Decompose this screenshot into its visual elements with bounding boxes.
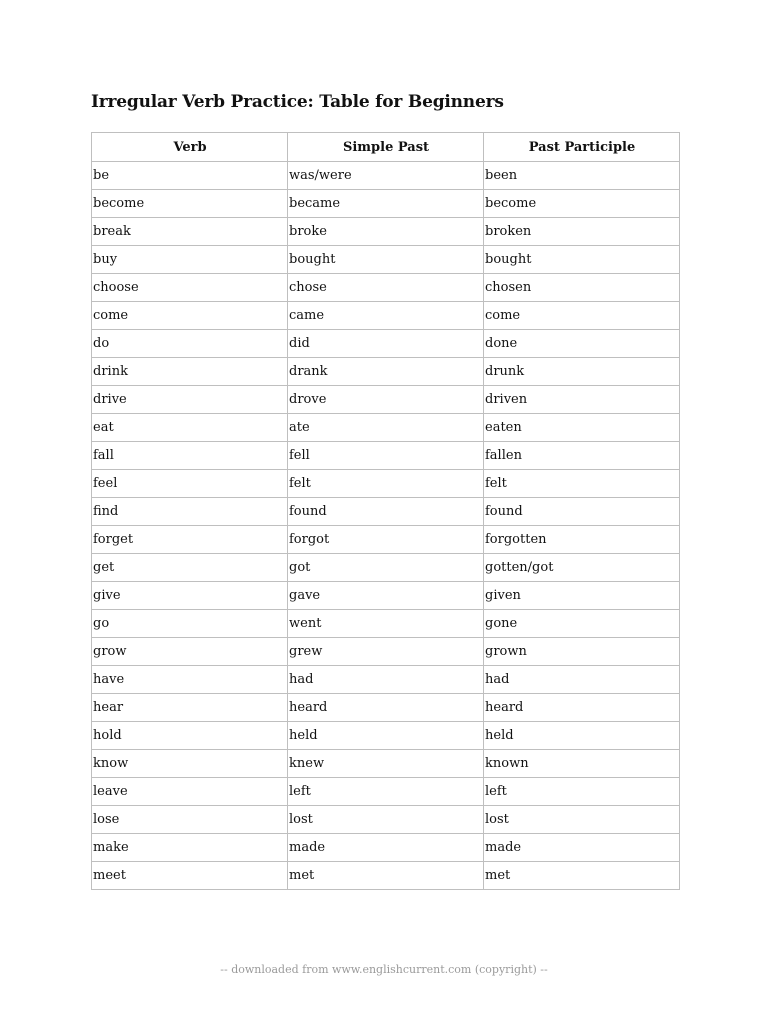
verb-cell: choose	[92, 274, 288, 302]
verb-cell: forget	[92, 526, 288, 554]
past-participle-cell: been	[484, 162, 680, 190]
simple-past-cell: fell	[288, 442, 484, 470]
table-row	[92, 358, 680, 386]
table-row	[92, 750, 680, 778]
header-simple-past: Simple Past	[288, 133, 484, 162]
table-row	[92, 694, 680, 722]
past-participle-cell: had	[484, 666, 680, 694]
verb-cell: buy	[92, 246, 288, 274]
verb-cell: have	[92, 666, 288, 694]
past-participle-cell: held	[484, 722, 680, 750]
simple-past-cell: made	[288, 834, 484, 862]
simple-past-cell: broke	[288, 218, 484, 246]
footer-note: -- downloaded from www.englishcurrent.com (copyright) --	[220, 963, 548, 976]
table-header	[92, 133, 680, 162]
past-participle-cell: forgotten	[484, 526, 680, 554]
verb-cell: give	[92, 582, 288, 610]
table-row	[92, 414, 680, 442]
simple-past-cell: found	[288, 498, 484, 526]
past-participle-cell: bought	[484, 246, 680, 274]
page-title: Irregular Verb Practice: Table for Beginners	[91, 92, 504, 112]
verb-cell: drive	[92, 386, 288, 414]
verb-cell: become	[92, 190, 288, 218]
table-row	[92, 806, 680, 834]
past-participle-cell: left	[484, 778, 680, 806]
simple-past-cell: held	[288, 722, 484, 750]
verb-cell: lose	[92, 806, 288, 834]
past-participle-cell: done	[484, 330, 680, 358]
header-row	[92, 133, 680, 162]
verb-cell: make	[92, 834, 288, 862]
table-row	[92, 302, 680, 330]
simple-past-cell: felt	[288, 470, 484, 498]
simple-past-cell: drove	[288, 386, 484, 414]
past-participle-cell: eaten	[484, 414, 680, 442]
verb-table	[91, 132, 680, 890]
table-row	[92, 218, 680, 246]
header-past-participle: Past Participle	[484, 133, 680, 162]
past-participle-cell: felt	[484, 470, 680, 498]
past-participle-cell: known	[484, 750, 680, 778]
table-row	[92, 582, 680, 610]
verb-cell: be	[92, 162, 288, 190]
past-participle-cell: chosen	[484, 274, 680, 302]
verb-cell: know	[92, 750, 288, 778]
simple-past-cell: lost	[288, 806, 484, 834]
simple-past-cell: went	[288, 610, 484, 638]
simple-past-cell: chose	[288, 274, 484, 302]
verb-cell: feel	[92, 470, 288, 498]
table-row	[92, 330, 680, 358]
past-participle-cell: given	[484, 582, 680, 610]
header-verb: Verb	[92, 133, 288, 162]
verb-cell: do	[92, 330, 288, 358]
verb-cell: break	[92, 218, 288, 246]
verb-cell: come	[92, 302, 288, 330]
simple-past-cell: came	[288, 302, 484, 330]
simple-past-cell: drank	[288, 358, 484, 386]
table-row	[92, 666, 680, 694]
table-row	[92, 722, 680, 750]
past-participle-cell: found	[484, 498, 680, 526]
simple-past-cell: had	[288, 666, 484, 694]
simple-past-cell: left	[288, 778, 484, 806]
past-participle-cell: made	[484, 834, 680, 862]
simple-past-cell: became	[288, 190, 484, 218]
table-row	[92, 246, 680, 274]
verb-cell: meet	[92, 862, 288, 890]
simple-past-cell: met	[288, 862, 484, 890]
past-participle-cell: become	[484, 190, 680, 218]
simple-past-cell: forgot	[288, 526, 484, 554]
past-participle-cell: fallen	[484, 442, 680, 470]
past-participle-cell: grown	[484, 638, 680, 666]
verb-cell: grow	[92, 638, 288, 666]
past-participle-cell: gotten/got	[484, 554, 680, 582]
table-row	[92, 862, 680, 890]
past-participle-cell: come	[484, 302, 680, 330]
table-row	[92, 526, 680, 554]
past-participle-cell: gone	[484, 610, 680, 638]
table-row	[92, 498, 680, 526]
table-row	[92, 554, 680, 582]
past-participle-cell: broken	[484, 218, 680, 246]
past-participle-cell: driven	[484, 386, 680, 414]
simple-past-cell: knew	[288, 750, 484, 778]
table-row	[92, 442, 680, 470]
simple-past-cell: did	[288, 330, 484, 358]
verb-cell: fall	[92, 442, 288, 470]
verb-cell: hold	[92, 722, 288, 750]
table-row	[92, 162, 680, 190]
table-row	[92, 610, 680, 638]
table-row	[92, 470, 680, 498]
verb-cell: drink	[92, 358, 288, 386]
simple-past-cell: gave	[288, 582, 484, 610]
past-participle-cell: drunk	[484, 358, 680, 386]
verb-cell: eat	[92, 414, 288, 442]
table-row	[92, 778, 680, 806]
past-participle-cell: met	[484, 862, 680, 890]
verb-cell: hear	[92, 694, 288, 722]
past-participle-cell: lost	[484, 806, 680, 834]
verb-cell: get	[92, 554, 288, 582]
table-row	[92, 190, 680, 218]
simple-past-cell: got	[288, 554, 484, 582]
simple-past-cell: grew	[288, 638, 484, 666]
table-body	[92, 162, 680, 890]
table-row	[92, 638, 680, 666]
verb-cell: find	[92, 498, 288, 526]
simple-past-cell: bought	[288, 246, 484, 274]
table-row	[92, 834, 680, 862]
simple-past-cell: ate	[288, 414, 484, 442]
past-participle-cell: heard	[484, 694, 680, 722]
verb-cell: leave	[92, 778, 288, 806]
table-row	[92, 386, 680, 414]
table-row	[92, 274, 680, 302]
simple-past-cell: was/were	[288, 162, 484, 190]
verb-cell: go	[92, 610, 288, 638]
simple-past-cell: heard	[288, 694, 484, 722]
